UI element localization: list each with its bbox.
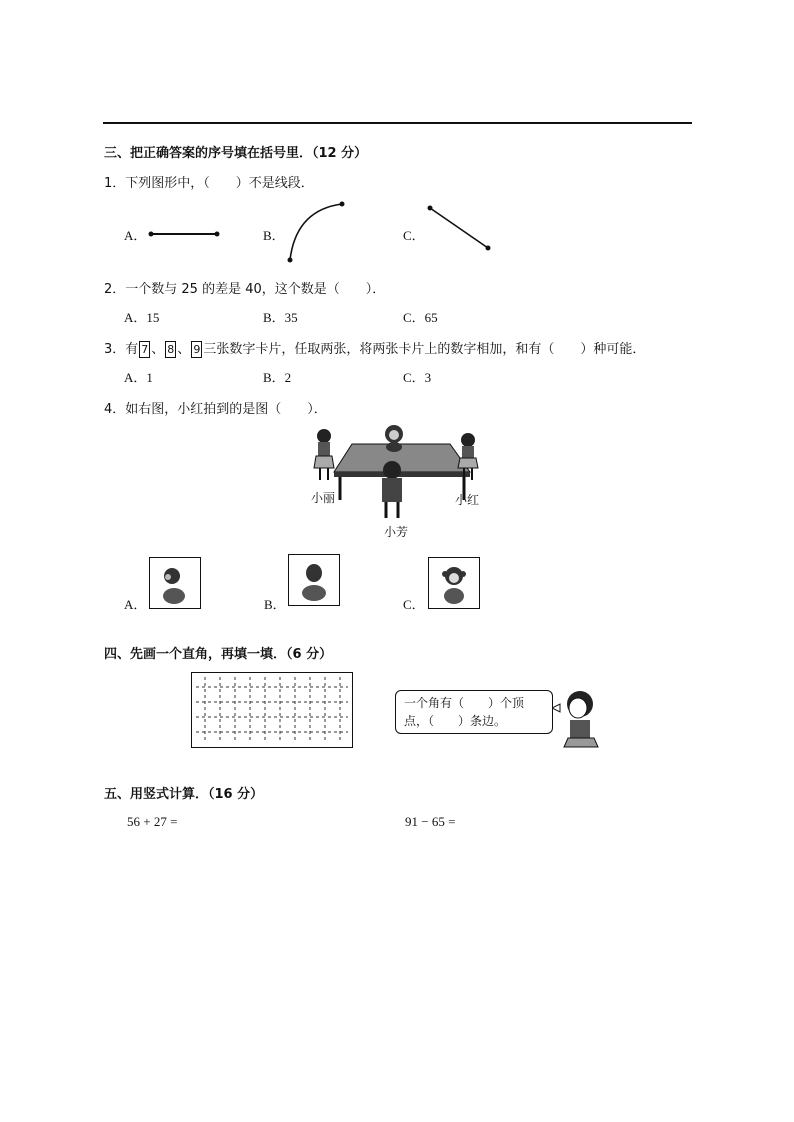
section-4-title: 四、先画一个直角，再填一填．（6 分） [104, 647, 333, 662]
expression-1: 56 + 27 = [127, 814, 178, 829]
expression-2: 91 − 65 = [405, 814, 456, 829]
photo-option-b [288, 554, 340, 606]
q3-option-c: C．3 [403, 370, 432, 385]
q4-option-c-label: C． [403, 597, 425, 612]
q3-suffix: 三张数字卡片，任取两张，将两张卡片上的数字相加，和有（ ）种可能． [203, 342, 646, 357]
arc-figure-b [282, 196, 352, 266]
q2-option-c: C．65 [403, 310, 438, 325]
segment-figure-a [145, 226, 225, 242]
top-rule [103, 122, 692, 124]
girl-illustration [552, 684, 608, 748]
q2-option-b: B．35 [263, 310, 298, 325]
digit-card-1: 7 [141, 343, 149, 356]
speech-bubble [395, 690, 553, 734]
q1-option-c-label: C． [403, 228, 425, 243]
q3-sep-1: 、 [151, 342, 165, 357]
q4-option-b-label: B． [264, 597, 286, 612]
grid-lines [192, 673, 352, 747]
question-3-text [104, 338, 645, 358]
label-xiaofang: 小芳 [384, 525, 409, 539]
label-xiaoli: 小丽 [311, 491, 336, 505]
q3-option-a: A．1 [124, 370, 153, 385]
q1-option-a-label: A． [124, 228, 147, 243]
segment-figure-c [422, 200, 498, 256]
question-2-text: 2．一个数与 25 的差是 40，这个数是（ ）． [104, 282, 386, 297]
label-xiaohong: 小红 [455, 493, 480, 507]
digit-card-2: 8 [167, 343, 175, 356]
table-scene-illustration [300, 420, 500, 530]
q1-option-b-label: B． [263, 228, 285, 243]
question-4-text: 4．如右图，小红拍到的是图（ ）． [104, 402, 327, 417]
dotted-grid[interactable] [191, 672, 353, 748]
q3-sep-2: 、 [177, 342, 191, 357]
section-3-title: 三、把正确答案的序号填在括号里．（12 分） [104, 146, 368, 161]
q3-option-b: B．2 [263, 370, 292, 385]
bubble-line-2: 点，（ ）条边。 [404, 714, 507, 728]
section-5-title: 五、用竖式计算．（16 分） [104, 787, 264, 802]
q4-option-a-label: A． [124, 597, 147, 612]
digit-card-3: 9 [193, 343, 201, 356]
q3-prefix: 3．有 [104, 342, 139, 357]
bubble-line-1: 一个角有（ ）个顶 [404, 696, 525, 710]
question-1-text: 1．下列图形中，（ ）不是线段． [104, 176, 314, 191]
q2-option-a: A．15 [124, 310, 160, 325]
photo-option-a [149, 557, 201, 609]
photo-option-c [428, 557, 480, 609]
